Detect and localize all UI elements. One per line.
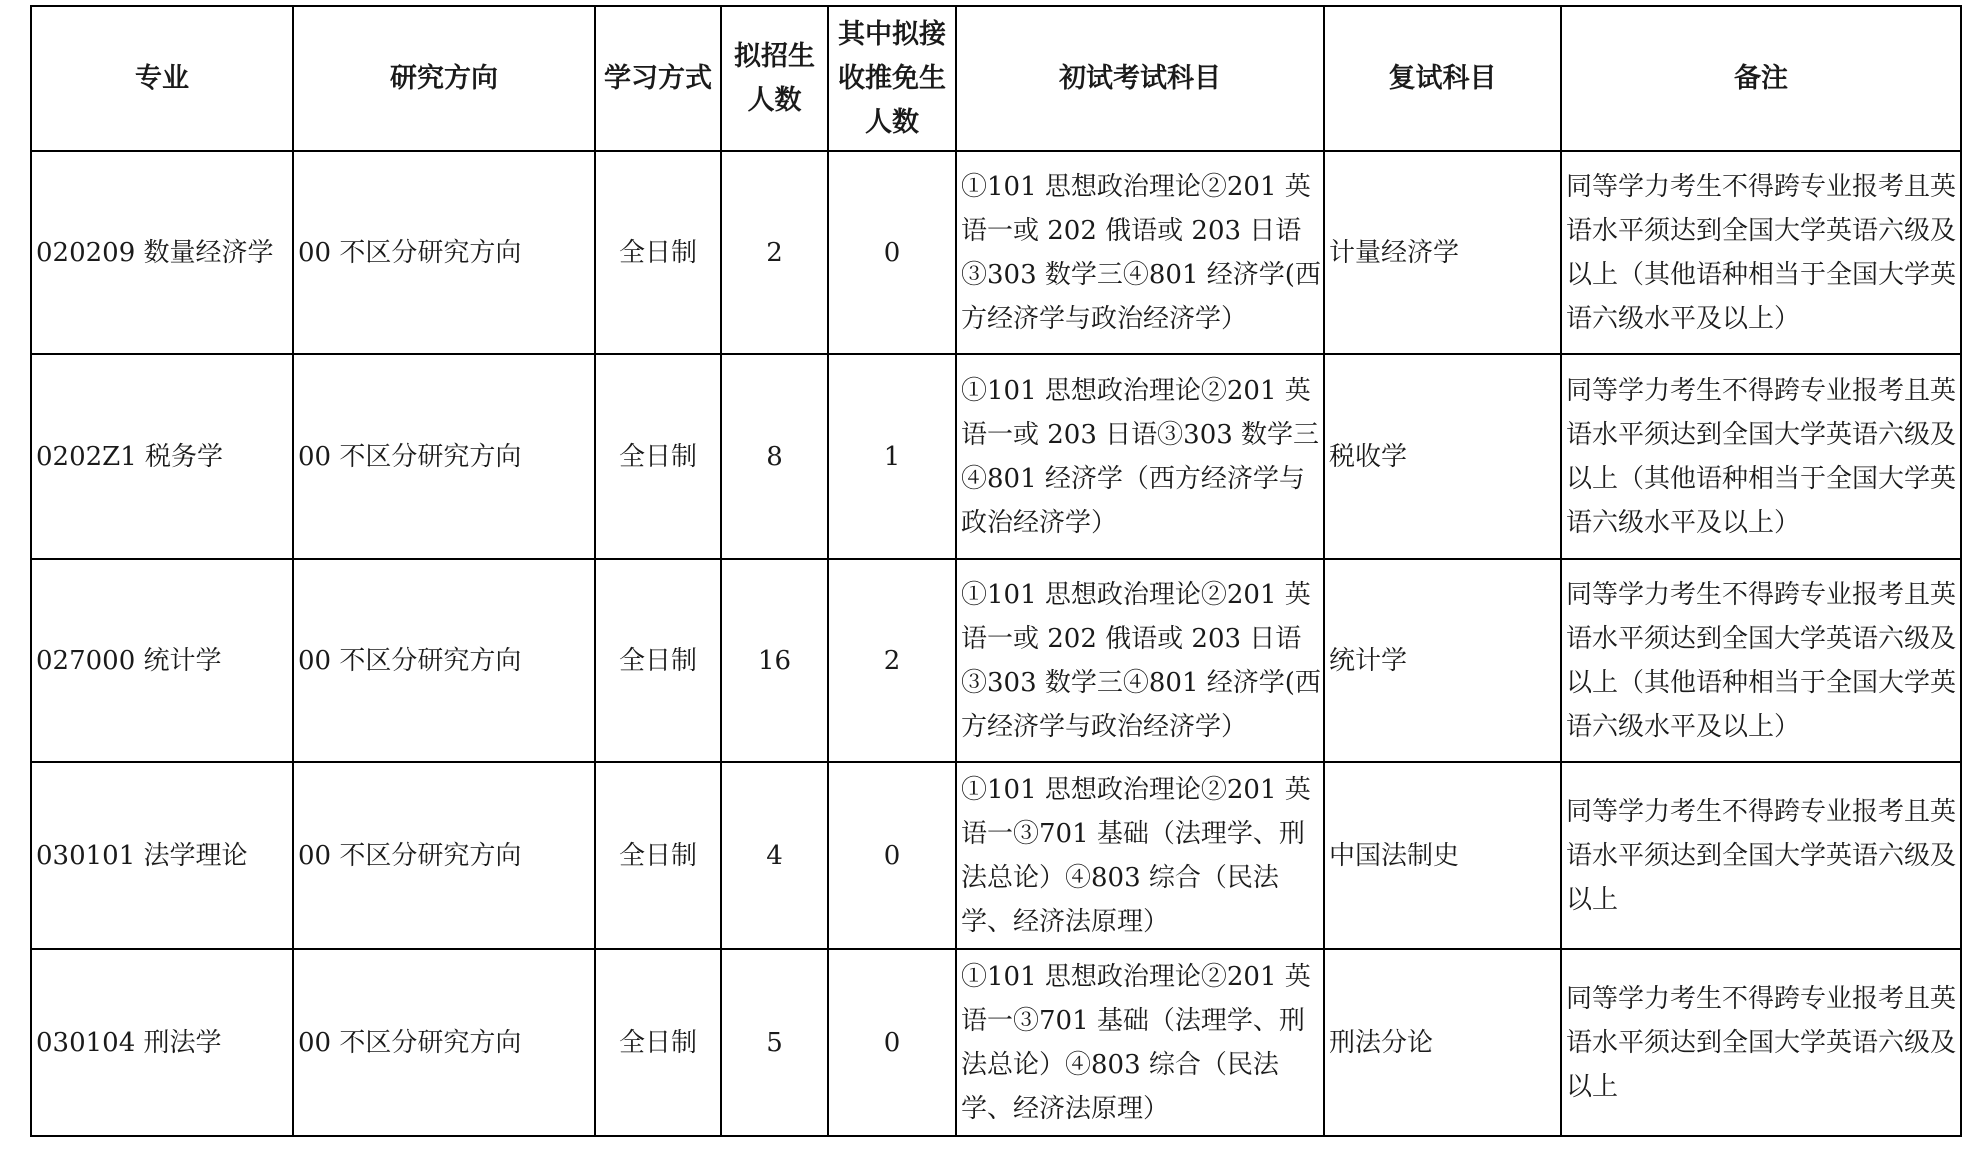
note-cell: 同等学力考生不得跨专业报考且英语水平须达到全国大学英语六级及以上: [1561, 949, 1961, 1136]
retest-cell: 中国法制史: [1324, 762, 1561, 949]
exempt-cell: 0: [828, 151, 956, 354]
exempt-cell: 0: [828, 762, 956, 949]
table-row: [31, 559, 1961, 762]
table-row: [31, 151, 1961, 354]
table-row: [31, 354, 1961, 559]
retest-cell: 刑法分论: [1324, 949, 1561, 1136]
admissions-table: [30, 5, 1962, 1137]
mode-cell: 全日制: [595, 949, 721, 1136]
table-row: [31, 762, 1961, 949]
direction-cell: 00 不区分研究方向: [293, 354, 595, 559]
major-cell: 030101 法学理论: [31, 762, 293, 949]
note-cell: 同等学力考生不得跨专业报考且英语水平须达到全国大学英语六级及以上（其他语种相当于全国大学英语六级水平及以上）: [1561, 151, 1961, 354]
exempt-cell: 2: [828, 559, 956, 762]
exempt-cell: 1: [828, 354, 956, 559]
header-notes: 备注: [1561, 6, 1961, 151]
mode-cell: 全日制: [595, 559, 721, 762]
table-row: [31, 949, 1961, 1136]
note-cell: 同等学力考生不得跨专业报考且英语水平须达到全国大学英语六级及以上: [1561, 762, 1961, 949]
major-cell: 027000 统计学: [31, 559, 293, 762]
header-planned-enrollment: 拟招生人数: [721, 6, 828, 151]
plan-cell: 16: [721, 559, 828, 762]
retest-cell: 统计学: [1324, 559, 1561, 762]
header-initial-exam-subjects: 初试考试科目: [956, 6, 1324, 151]
direction-cell: 00 不区分研究方向: [293, 559, 595, 762]
direction-cell: 00 不区分研究方向: [293, 151, 595, 354]
header-row: [31, 6, 1961, 151]
major-cell: 0202Z1 税务学: [31, 354, 293, 559]
note-cell: 同等学力考生不得跨专业报考且英语水平须达到全国大学英语六级及以上（其他语种相当于全国大学英语六级水平及以上）: [1561, 559, 1961, 762]
header-exempt-students: 其中拟接收推免生人数: [828, 6, 956, 151]
exam-cell: ①101 思想政治理论②201 英语一③701 基础（法理学、刑法总论）④803 综合（民法学、经济法原理）: [956, 949, 1324, 1136]
direction-cell: 00 不区分研究方向: [293, 949, 595, 1136]
exempt-cell: 0: [828, 949, 956, 1136]
header-study-mode: 学习方式: [595, 6, 721, 151]
plan-cell: 8: [721, 354, 828, 559]
note-cell: 同等学力考生不得跨专业报考且英语水平须达到全国大学英语六级及以上（其他语种相当于全国大学英语六级水平及以上）: [1561, 354, 1961, 559]
mode-cell: 全日制: [595, 354, 721, 559]
exam-cell: ①101 思想政治理论②201 英语一③701 基础（法理学、刑法总论）④803 综合（民法学、经济法原理）: [956, 762, 1324, 949]
exam-cell: ①101 思想政治理论②201 英语一或 203 日语③303 数学三④801 经济学（西方经济学与政治经济学）: [956, 354, 1324, 559]
plan-cell: 5: [721, 949, 828, 1136]
exam-cell: ①101 思想政治理论②201 英语一或 202 俄语或 203 日语③303 数学三④801 经济学(西方经济学与政治经济学）: [956, 151, 1324, 354]
retest-cell: 税收学: [1324, 354, 1561, 559]
mode-cell: 全日制: [595, 151, 721, 354]
major-cell: 030104 刑法学: [31, 949, 293, 1136]
header-major: 专业: [31, 6, 293, 151]
major-cell: 020209 数量经济学: [31, 151, 293, 354]
exam-cell: ①101 思想政治理论②201 英语一或 202 俄语或 203 日语③303 数学三④801 经济学(西方经济学与政治经济学）: [956, 559, 1324, 762]
header-retest-subject: 复试科目: [1324, 6, 1561, 151]
retest-cell: 计量经济学: [1324, 151, 1561, 354]
header-research-direction: 研究方向: [293, 6, 595, 151]
plan-cell: 2: [721, 151, 828, 354]
direction-cell: 00 不区分研究方向: [293, 762, 595, 949]
mode-cell: 全日制: [595, 762, 721, 949]
plan-cell: 4: [721, 762, 828, 949]
